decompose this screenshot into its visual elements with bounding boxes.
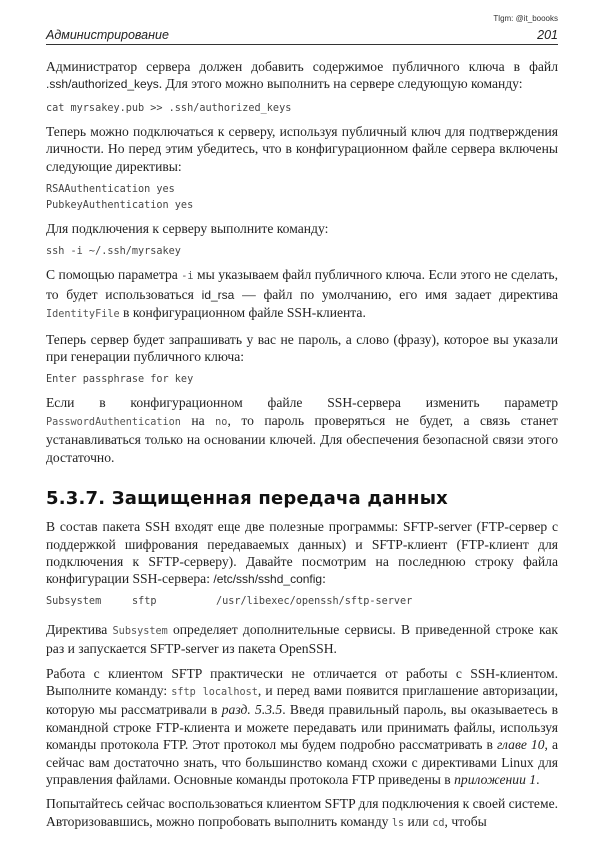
paragraph: Если в конфигурационном файле SSH-сервера изменить параметр PasswordAuthentication на no, то пароль проверяться не будет, а связь станет устанавливаться только на основании ключей. Для обеспечения безопасной связи этого достаточно. <box>46 395 558 465</box>
paragraph: Администратор сервера должен добавить содержимое публичного ключа в файл .ssh/authorized_keys. Для этого можно выполнить на сервере следующую команду: <box>46 59 558 92</box>
inline-code: no <box>215 416 228 428</box>
cross-reference: разд. 5.3.5 <box>221 702 283 718</box>
code-line: ssh -i ~/.ssh/myrsakey <box>46 246 181 258</box>
file-path: .ssh/authorized_keys <box>46 77 159 92</box>
watermark: Tlgm: @it_boooks <box>493 14 558 23</box>
inline-code: -i <box>181 271 194 283</box>
inline-code: sftp localhost <box>171 686 258 698</box>
page-number: 201 <box>537 28 558 42</box>
inline-code: PasswordAuthentication <box>46 416 181 428</box>
code-column: Subsystem <box>46 595 102 607</box>
section-title: Администрирование <box>46 28 169 42</box>
code-line: PubkeyAuthentication yes <box>46 200 194 212</box>
file-path: /etc/ssh/sshd_config <box>213 572 323 587</box>
paragraph: С помощью параметра -i мы указываем файл публичного ключа. Если этого не сделать, то будет использоваться id_rsa — файл по умолчанию, его имя задает директива IdentityFile в конфигурационном файле SSH-клиента. <box>46 267 558 321</box>
code-line: RSAAuthentication yes <box>46 184 175 196</box>
inline-code: ls <box>391 817 405 829</box>
paragraph: В состав пакета SSH входят еще две полезные программы: SFTP-server (FTP-сервер с поддержкой шифрования передаваемых данных) и SFTP-клиент (FTP-клиент для подключения к SFTP-серверу). Давайте посмотрим на последнюю строку файла конфигурации SSH-сервера: /etc/ssh/sshd_config: <box>46 519 558 587</box>
inline-code: IdentityFile <box>46 309 120 321</box>
code-line <box>46 596 558 614</box>
paragraph: Работа с клиентом SFTP практически не отличается от работы с SSH-клиентом. Выполните команду: sftp localhost, и перед вами появится приглашение авторизации, которую мы рассматривали в разд. 5.3.5. Введя правильный пароль, вы оказываетесь в командной строке FTP-клиента и можете передавать или принимать файлы, используя команды протокола FTP. Этот протокол мы будем подробно рассматривать в главе 10, а сейчас вам достаточно знать, что большинство команд схожи с директивами Linux для управления файлами. Основные команды протокола FTP приведены в приложении 1. <box>46 665 558 787</box>
inline-code: cd <box>432 817 445 829</box>
paragraph: Директива Subsystem определяет дополнительные сервисы. В приведенной строке как раз и запускается SFTP-server из пакета OpenSSH. <box>46 621 558 657</box>
cross-reference: приложении 1 <box>454 771 537 787</box>
cross-reference: главе 10 <box>496 737 545 753</box>
paragraph: Теперь можно подключаться к серверу, используя публичный ключ для подтверждения личности. Но перед этим убедитесь, что в конфигурационном файле сервера включены следующие директивы: <box>46 123 558 174</box>
code-line: cat myrsakey.pub >> .ssh/authorized_keys <box>46 102 292 114</box>
code-column: sftp <box>132 595 157 607</box>
paragraph: Попытайтесь сейчас воспользоваться клиентом SFTP для подключения к своей системе. Авторизовавшись, можно попробовать выполнить команду ls или cd, чтобы <box>46 796 558 829</box>
section-heading: 5.3.7. Защищенная передача данных <box>46 488 448 510</box>
inline-code: Subsystem <box>112 625 168 637</box>
code-line: Enter passphrase for key <box>46 374 194 386</box>
page-body <box>46 58 558 839</box>
code-column: /usr/libexec/openssh/sftp-server <box>216 595 413 607</box>
paragraph: Для подключения к серверу выполните команду: <box>46 221 329 237</box>
running-header <box>46 26 558 45</box>
paragraph: Теперь сервер будет запрашивать у вас не пароль, а слово (фразу), которое вы указали при генерации публичного ключа: <box>46 331 558 365</box>
file-name: id_rsa <box>201 287 235 302</box>
